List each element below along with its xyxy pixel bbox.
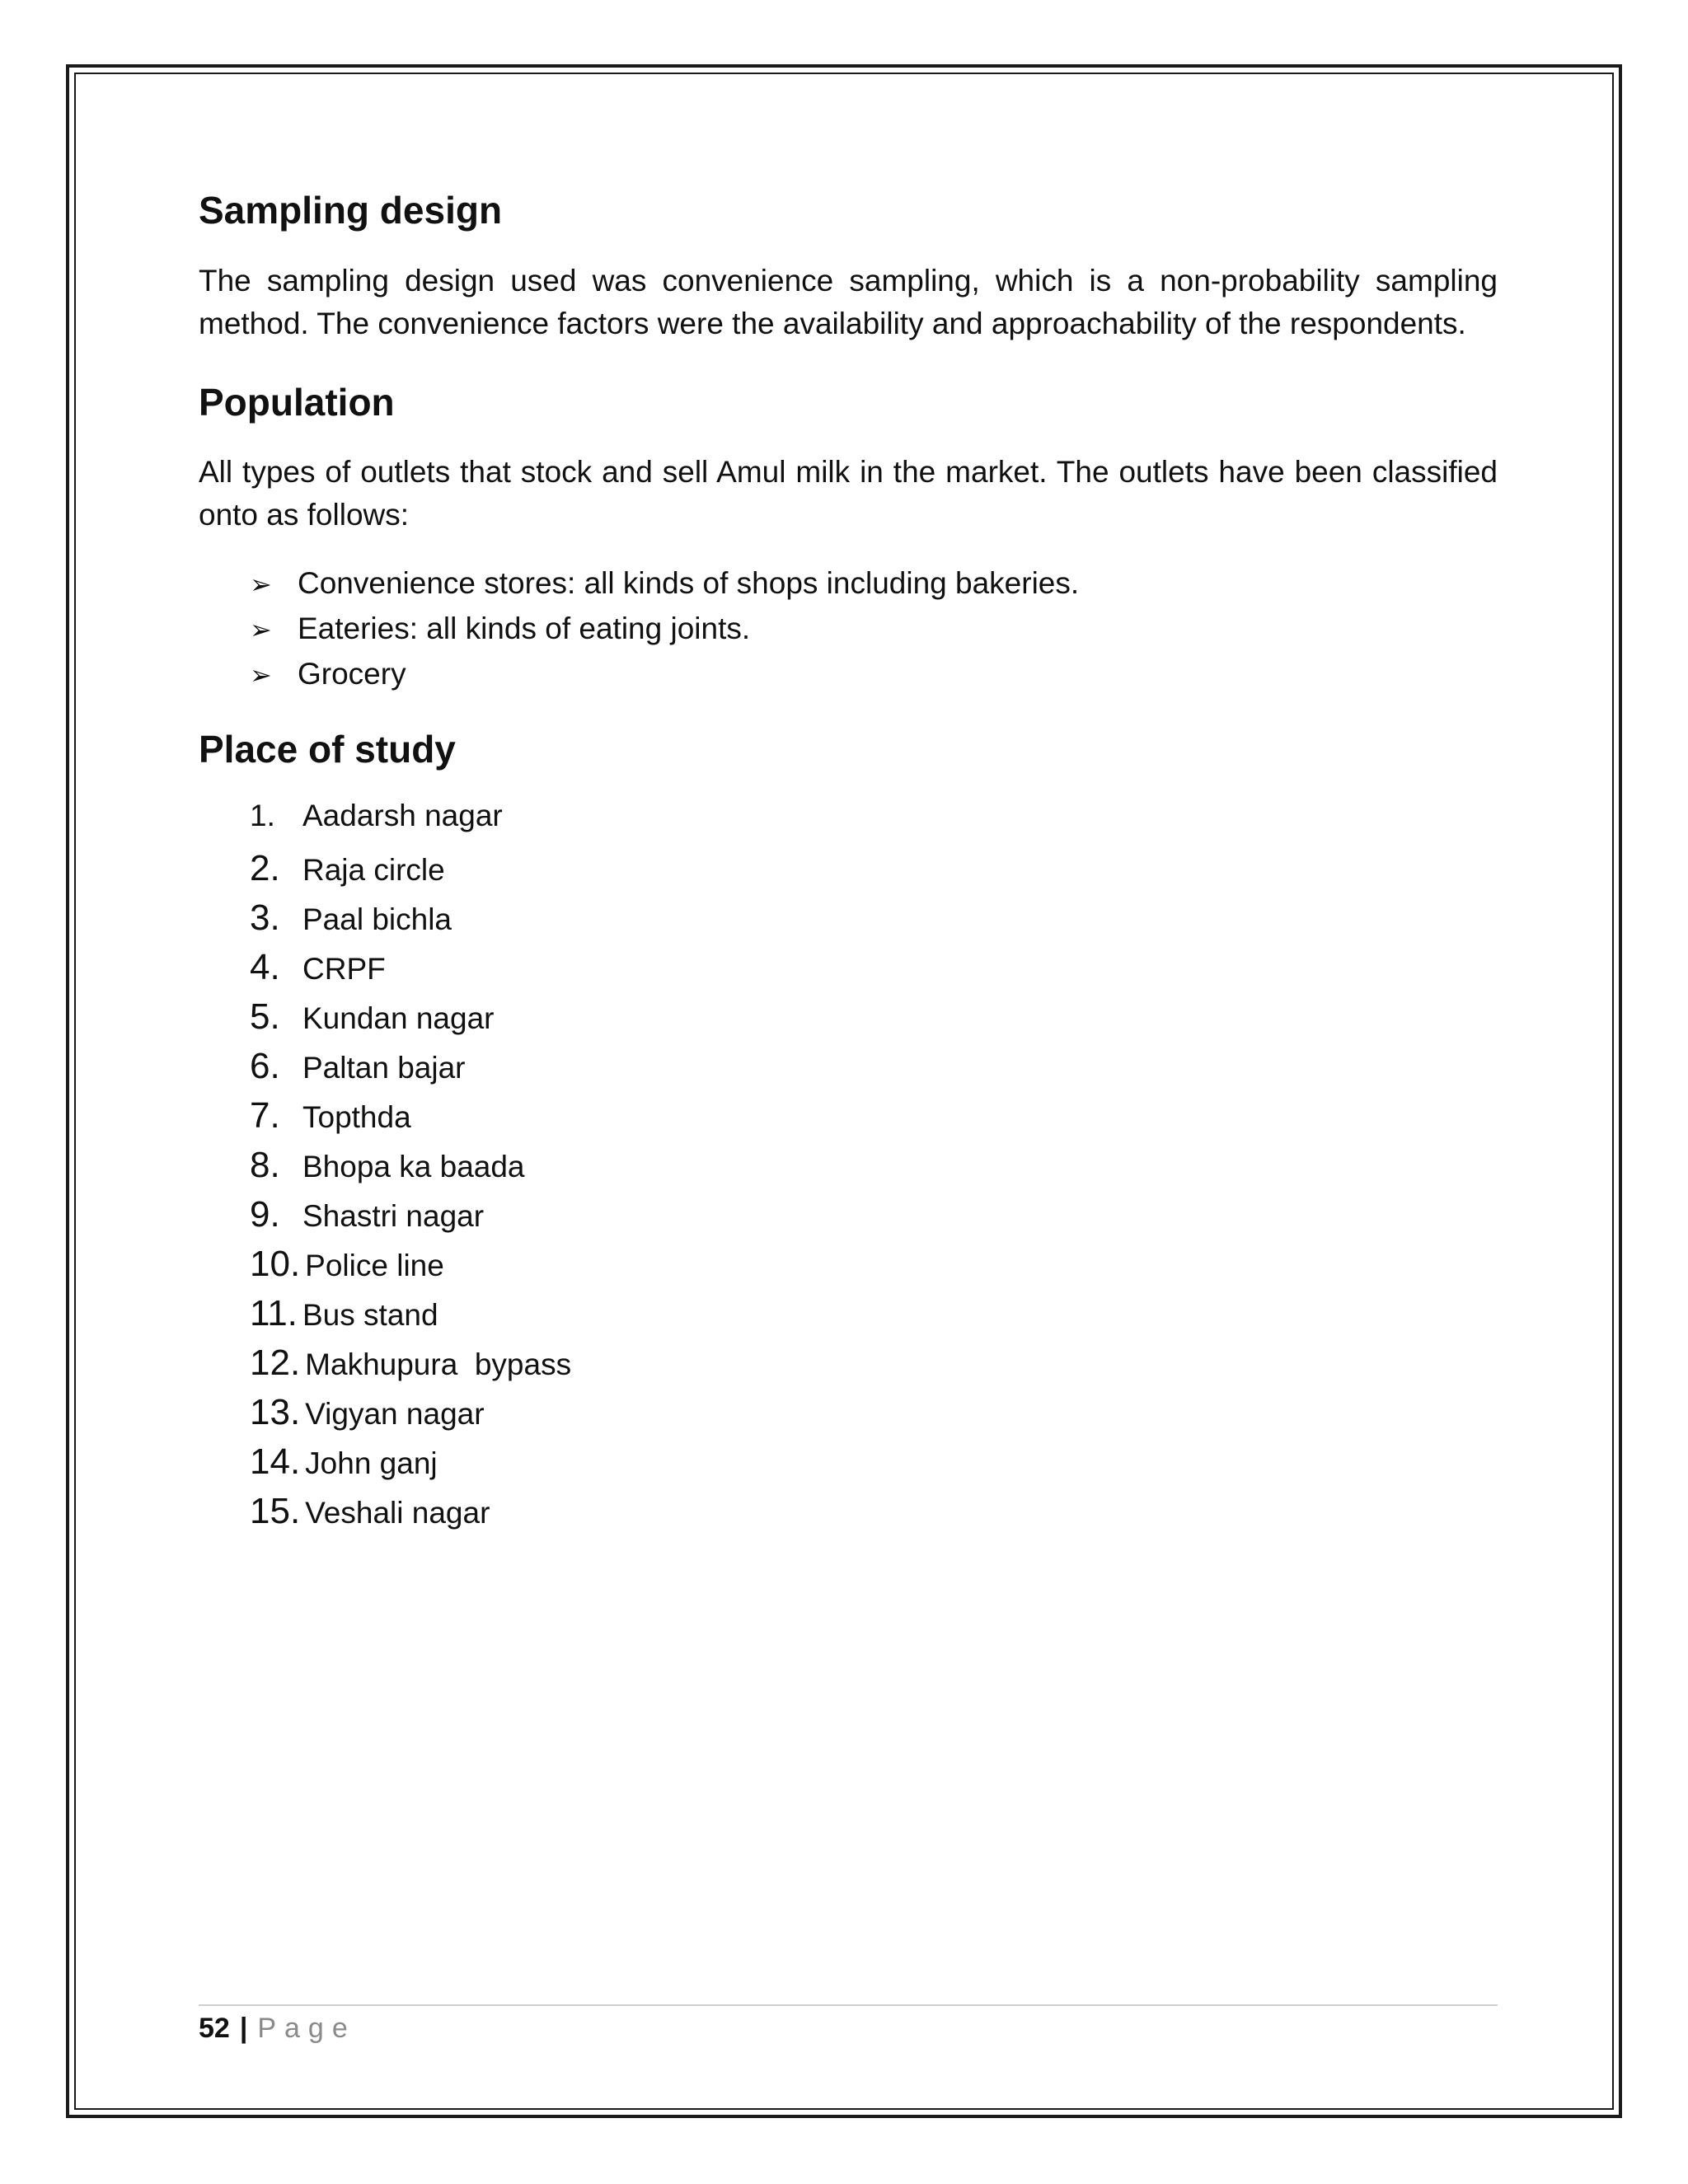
place-name: John ganj	[305, 1446, 438, 1480]
place-name: Paal bichla	[302, 902, 452, 936]
page-number: 52	[199, 2013, 230, 2044]
place-of-study-list	[199, 799, 1498, 1540]
heading-sampling-design: Sampling design	[199, 189, 503, 232]
place-name: Topthda	[302, 1099, 411, 1134]
list-item	[250, 652, 1498, 697]
list-item	[250, 1095, 1498, 1145]
place-name: Bhopa ka baada	[302, 1149, 525, 1183]
item-number: 3.	[250, 897, 280, 938]
item-number: 8.	[250, 1144, 280, 1185]
place-name: Makhupura bypass	[305, 1347, 572, 1381]
item-number: 15.	[250, 1490, 301, 1531]
arrow-bullet-icon: ➢	[250, 660, 272, 691]
place-name: CRPF	[302, 951, 386, 986]
item-number: 14.	[250, 1441, 301, 1482]
list-item	[250, 1343, 1498, 1392]
arrow-bullet-icon: ➢	[250, 569, 272, 600]
item-number: 1.	[250, 798, 275, 832]
footer-separator: |	[239, 2013, 248, 2044]
item-number: 5.	[250, 996, 280, 1037]
item-number: 6.	[250, 1045, 280, 1086]
list-item	[250, 561, 1498, 607]
item-number: 2.	[250, 847, 280, 888]
place-name: Shastri nagar	[302, 1198, 485, 1233]
list-item	[250, 1194, 1498, 1244]
bullet-text: Convenience stores: all kinds of shops including bakeries.	[298, 566, 1080, 601]
list-item	[250, 1491, 1498, 1540]
place-name: Raja circle	[302, 852, 445, 887]
bullet-text: Grocery	[298, 657, 406, 691]
arrow-bullet-icon: ➢	[250, 615, 272, 645]
place-name: Veshali nagar	[305, 1495, 490, 1530]
list-item	[250, 1244, 1498, 1293]
item-number: 7.	[250, 1094, 280, 1136]
item-number: 9.	[250, 1193, 280, 1235]
list-item	[250, 1145, 1498, 1194]
list-item	[250, 607, 1498, 652]
list-item	[250, 1392, 1498, 1441]
bullet-text: Eateries: all kinds of eating joints.	[298, 612, 751, 646]
item-number: 11.	[250, 1292, 298, 1333]
list-item	[250, 848, 1498, 898]
footer-divider	[199, 2004, 1498, 2006]
outlet-types-list	[199, 561, 1498, 697]
list-item	[250, 947, 1498, 996]
page-footer	[199, 2013, 356, 2045]
heading-place-of-study: Place of study	[199, 728, 456, 771]
item-number: 13.	[250, 1391, 301, 1432]
item-number: 10.	[250, 1243, 301, 1284]
place-name: Aadarsh nagar	[302, 798, 503, 832]
place-name: Bus stand	[302, 1297, 438, 1332]
list-item	[250, 996, 1498, 1046]
list-item	[250, 1441, 1498, 1491]
place-name: Police line	[305, 1248, 444, 1282]
list-item	[250, 898, 1498, 947]
item-number: 4.	[250, 946, 280, 987]
place-name: Vigyan nagar	[305, 1396, 485, 1431]
heading-population: Population	[199, 380, 395, 424]
list-item	[250, 1046, 1498, 1095]
list-item	[250, 1293, 1498, 1343]
page-content	[199, 190, 1498, 1540]
list-item	[250, 799, 1498, 848]
sampling-design-paragraph: The sampling design used was convenience sampling, which is a non-probability sampling method. The convenience factors were the availability and approachability of the respondents.	[199, 263, 1498, 340]
item-number: 12.	[250, 1342, 301, 1383]
page-label: Page	[257, 2013, 356, 2044]
place-name: Kundan nagar	[302, 1001, 495, 1035]
place-name: Paltan bajar	[302, 1050, 466, 1085]
population-paragraph: All types of outlets that stock and sell Amul milk in the market. The outlets have been classified onto as follows:	[199, 455, 1498, 532]
